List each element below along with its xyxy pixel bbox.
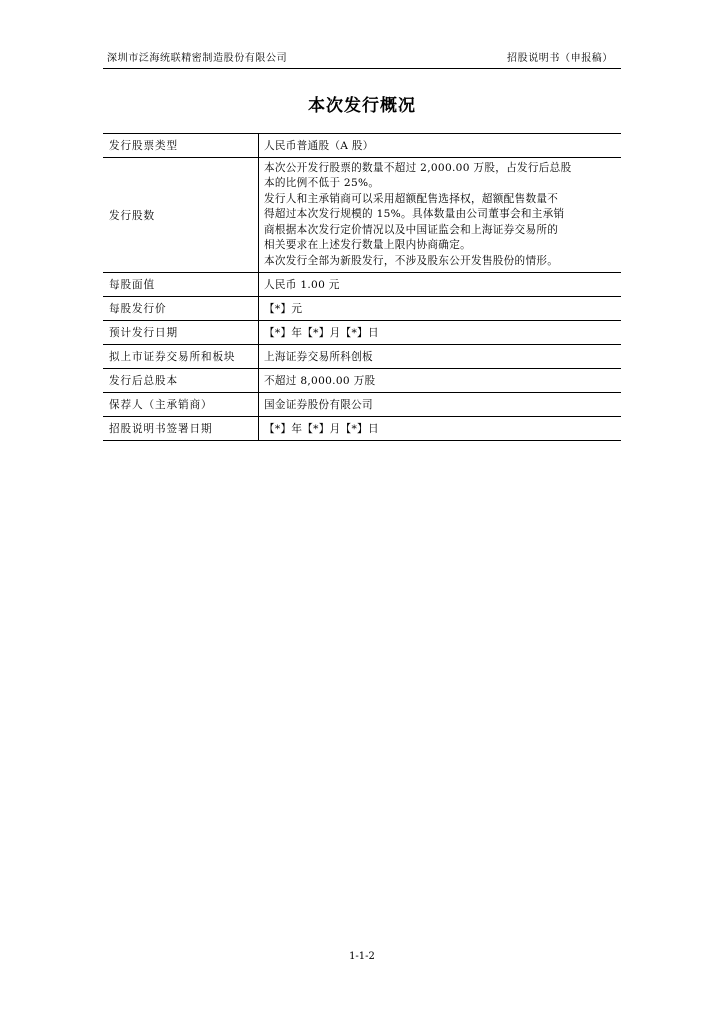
- row-value: 国金证券股份有限公司: [259, 393, 622, 417]
- row-label: 预计发行日期: [103, 321, 259, 345]
- value-line: 得超过本次发行规模的 15%。具体数量由公司董事会和主承销: [264, 208, 565, 221]
- page-title: 本次发行概况: [308, 96, 416, 116]
- row-label: 招股说明书签署日期: [103, 417, 259, 441]
- value-line: 本次公开发行股票的数量不超过 2,000.00 万股，占发行后总股: [264, 161, 572, 174]
- table-row: [103, 393, 621, 417]
- row-value: [259, 158, 622, 273]
- row-label: 拟上市证券交易所和板块: [103, 345, 259, 369]
- row-value: 上海证券交易所科创板: [259, 345, 622, 369]
- row-value: 人民币 1.00 元: [259, 273, 622, 297]
- table-row: [103, 345, 621, 369]
- row-label: 每股面值: [103, 273, 259, 297]
- row-value: 【*】年【*】月【*】日: [259, 321, 622, 345]
- page-header: [103, 51, 621, 69]
- table-row: [103, 321, 621, 345]
- table-row: [103, 134, 621, 158]
- row-value: 人民币普通股（A 股）: [264, 139, 374, 152]
- table-row: [103, 297, 621, 321]
- value-line: 本次发行全部为新股发行，不涉及股东公开发售股份的情形。: [264, 254, 559, 267]
- offering-summary-table: [103, 133, 621, 441]
- table-row: [103, 273, 621, 297]
- page-number: 1-1-2: [349, 951, 375, 962]
- table-row: [103, 417, 621, 441]
- row-label: 发行股数: [103, 158, 259, 273]
- table-row: [103, 158, 621, 273]
- row-label: 发行股票类型: [103, 134, 259, 158]
- table-row: [103, 369, 621, 393]
- company-name: 深圳市泛海统联精密制造股份有限公司: [107, 53, 288, 64]
- row-label: 保荐人（主承销商）: [103, 393, 259, 417]
- value-line: 相关要求在上述发行数量上限内协商确定。: [264, 239, 471, 252]
- document-type: 招股说明书（申报稿）: [507, 53, 613, 64]
- value-line: 发行人和主承销商可以采用超额配售选择权，超额配售数量不: [264, 192, 559, 205]
- row-value: 【*】年【*】月【*】日: [259, 417, 622, 441]
- value-line: 本的比例不低于 25%。: [264, 177, 380, 190]
- row-label: 发行后总股本: [103, 369, 259, 393]
- row-value: 【*】元: [259, 297, 622, 321]
- row-value: 不超过 8,000.00 万股: [259, 369, 622, 393]
- row-label: 每股发行价: [103, 297, 259, 321]
- value-line: 商根据本次发行定价情况以及中国证监会和上海证券交易所的: [264, 223, 559, 236]
